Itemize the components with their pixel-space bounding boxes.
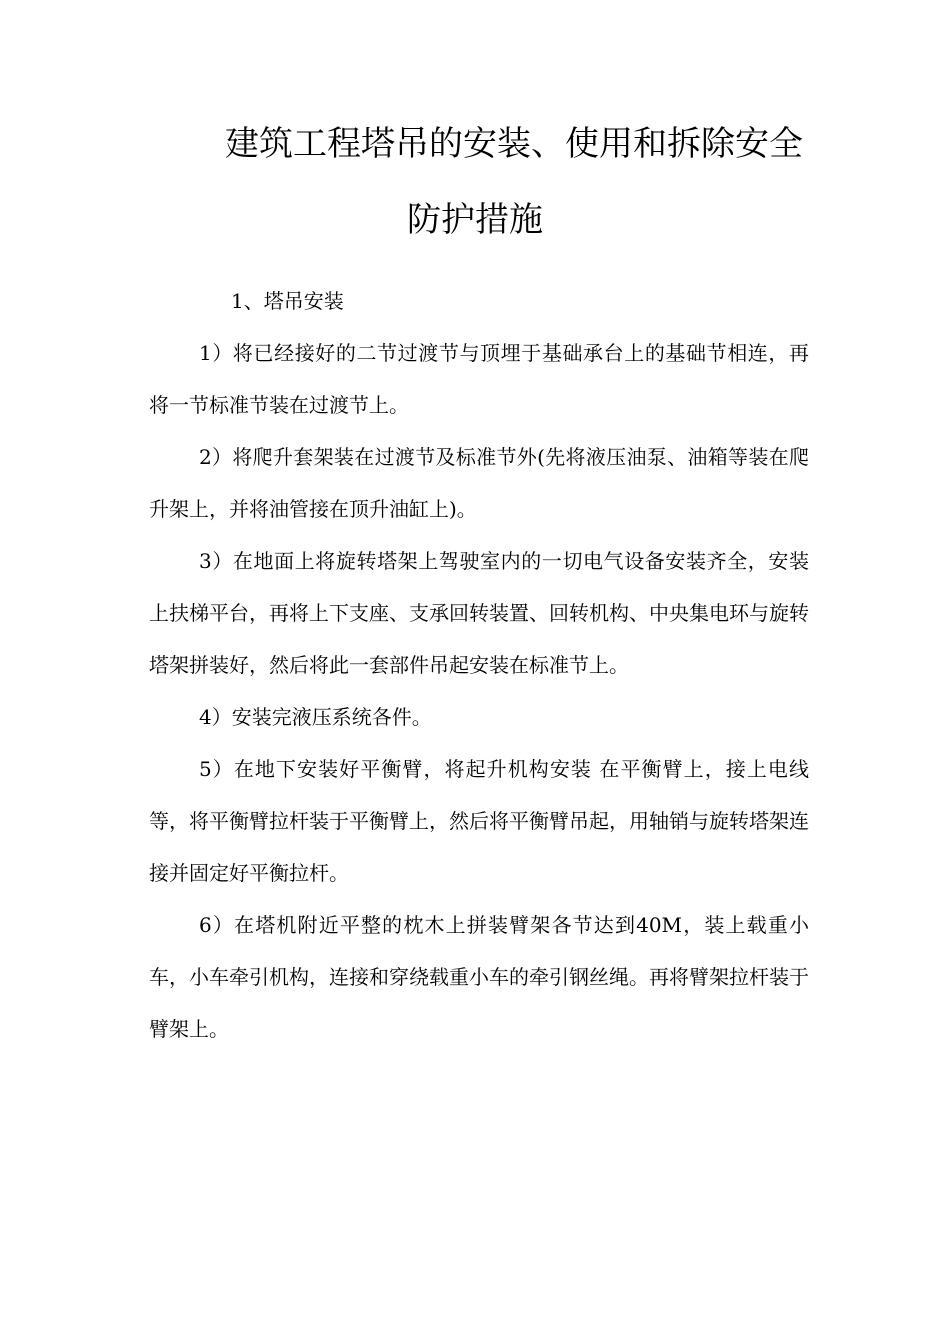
document-body [149,275,809,1055]
paragraph-3: 3）在地面上将旋转塔架上驾驶室内的一切电气设备安装齐全，安装上扶梯平台，再将上下支座、支承回转装置、回转机构、中央集电环与旋转塔架拼装好，然后将此一套部件吊起安装在标准节上。 [149,549,809,677]
document-title-line-2: 防护措施 [407,200,543,240]
paragraph-2: 2）将爬升套架装在过渡节及标准节外(先将液压油泵、油箱等装在爬升架上，并将油管接在顶升油缸上)。 [149,445,809,521]
document-title-line-1: 建筑工程塔吊的安装、使用和拆除安全 [225,124,803,164]
paragraph-1: 1）将已经接好的二节过渡节与顶埋于基础承台上的基础节相连，再将一节标准节装在过渡节上。 [149,341,809,417]
paragraph-5: 5）在地下安装好平衡臂，将起升机构安装 在平衡臂上，接上电线等，将平衡臂拉杆装于平衡臂上，然后将平衡臂吊起，用轴销与旋转塔架连接并固定好平衡拉杆。 [149,757,809,885]
section-heading: 1、塔吊安装 [231,289,344,313]
paragraph-6: 6）在塔机附近平整的枕木上拼装臂架各节达到40M，装上载重小车，小车牵引机构，连接和穿绕载重小车的牵引钢丝绳。再将臂架拉杆装于臂架上。 [149,913,809,1041]
paragraph-4: 4）安装完液压系统各件。 [199,705,432,729]
